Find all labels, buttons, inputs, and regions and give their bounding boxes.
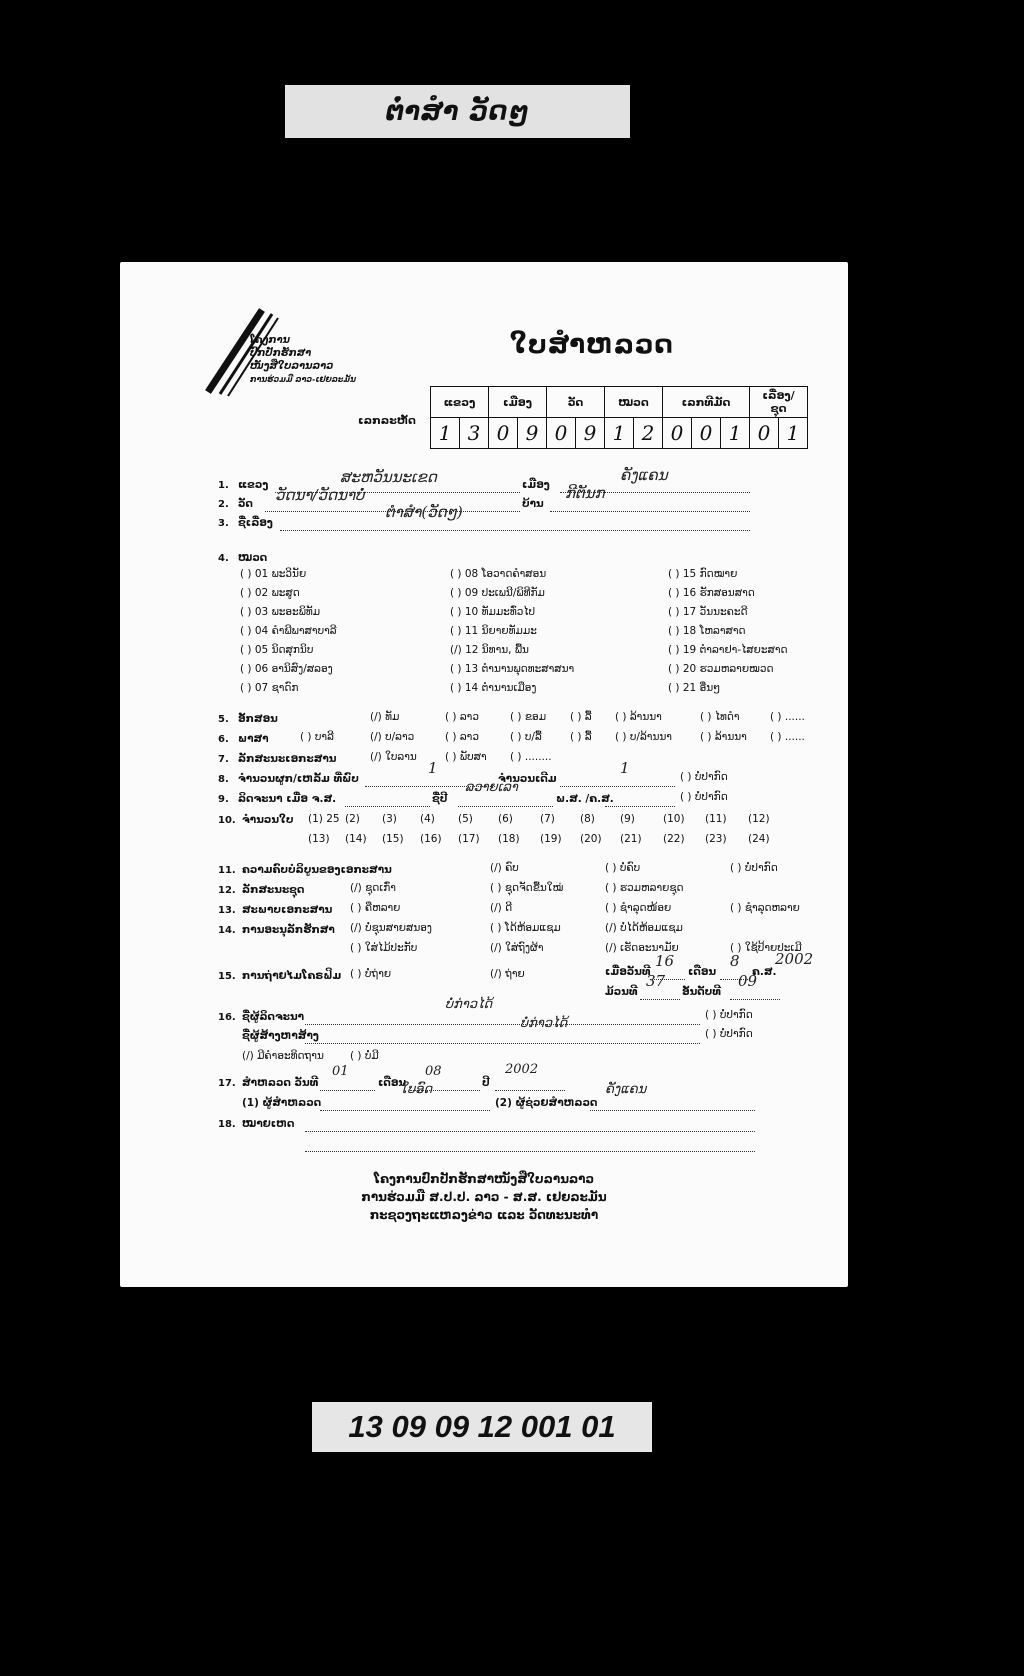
field-number: 12.	[218, 885, 236, 896]
microfilm-option[interactable]: (/) ຖ່າຍ	[490, 968, 525, 980]
field-number: 8.	[218, 774, 229, 785]
code-header: ວັດ	[547, 387, 605, 418]
code-digit: 0	[692, 418, 721, 449]
completeness-option[interactable]: ( ) ບໍ່ປາກົດ	[730, 862, 778, 874]
leaf-count-cell: (5)	[458, 813, 473, 825]
field-number: 7.	[218, 754, 229, 765]
field-number: 5.	[218, 714, 229, 725]
not-present-option[interactable]: ( ) ບໍ່ປາກົດ	[705, 1028, 753, 1040]
not-present-option[interactable]: ( ) ບໍ່ປາກົດ	[680, 771, 728, 783]
field-number: 15.	[218, 971, 236, 982]
condition-option[interactable]: ( ) ຊຳລຸດໜ້ອຍ	[605, 902, 672, 914]
footer-line: ກະຊວງຖະແຫລງຂ່າວ ແລະ ວັດທະນະທຳ	[369, 1208, 599, 1222]
leaf-count-cell: (8)	[580, 813, 595, 825]
surveyor-fill-line	[320, 1096, 490, 1111]
field-label-author: ຊື່ຜູ້ລິດຈະນາ	[242, 1011, 305, 1023]
category-option[interactable]: ( ) 20 ຮວມຫລາຍໝວດ	[668, 663, 774, 675]
code-digit: 3	[460, 418, 489, 449]
field-label-leaf-count: ຈຳນວນໃບ	[242, 814, 294, 826]
script-option[interactable]: ( ) ລາວ	[445, 711, 479, 723]
assistant-fill-line	[590, 1096, 755, 1111]
category-option[interactable]: ( ) 18 ໂຫລາສາດ	[668, 625, 746, 637]
language-option[interactable]: ( ) ລ້ານນາ	[700, 731, 747, 743]
doc-type-option[interactable]: ( ) ພັບສາ	[445, 751, 487, 763]
leaf-count-cell: (16)	[420, 833, 442, 845]
conservation-option[interactable]: ( ) ໃຊ້ປ້າຍປະເມີ	[730, 942, 802, 954]
code-digit: 1	[605, 418, 634, 449]
author-value: ບໍ່ກ່າວໄດ້	[445, 997, 493, 1012]
field-label-year-name: ຊື່ປີ	[432, 793, 448, 805]
field-label-title: ຊື່ເລື່ອງ	[238, 517, 273, 529]
not-present-option[interactable]: ( ) ບໍ່ປາກົດ	[705, 1009, 753, 1021]
category-option[interactable]: ( ) 14 ຕຳນານເມືອງ	[450, 682, 537, 694]
field-label-written-date: ລິດຈະນາ ເມື່ອ ຈ.ສ.	[238, 793, 337, 805]
roll-value: 37	[646, 972, 666, 990]
set-type-option[interactable]: ( ) ຮວມຫລາຍຊຸດ	[605, 882, 684, 894]
category-option[interactable]: ( ) 10 ທັມມະທົ່ວໄປ	[450, 606, 536, 618]
leaf-count-cell: (14)	[345, 833, 367, 845]
condition-option[interactable]: ( ) ຄືຫລາຍ	[350, 902, 401, 914]
survey-form-sheet	[120, 262, 848, 1287]
leaf-count-cell: (2)	[345, 813, 360, 825]
field-number: 4.	[218, 553, 229, 564]
field-label-sponsor: ຊື່ຜູ້ສ້າງຫາສ້າງ	[242, 1030, 319, 1042]
not-present-option[interactable]: ( ) ບໍ່ປາກົດ	[680, 791, 728, 803]
conservation-option[interactable]: (/) ບໍ່ໄດ້ຫ້ອມແຊມ	[605, 922, 683, 934]
field-label-category: ໝວດ	[238, 552, 268, 564]
leaf-count-cell: (12)	[748, 813, 770, 825]
field-number: 1.	[218, 480, 229, 491]
code-header: ເມືອງ	[489, 387, 547, 418]
field-label-condition: ສະພາບເອກະສານ	[242, 904, 333, 916]
script-option[interactable]: ( ) ລ້ານນາ	[615, 711, 662, 723]
language-option[interactable]: ( ) ບ/ລ້ານນາ	[615, 731, 672, 743]
completeness-option[interactable]: ( ) ບໍ່ຄົບ	[605, 862, 641, 874]
script-option[interactable]: ( ) ລື້	[570, 711, 592, 723]
code-digit: 9	[518, 418, 547, 449]
script-option[interactable]: ( ) ......	[770, 711, 805, 723]
field-label-microfilm: ການຖ່າຍໄມໂຄຣຟິມ	[242, 970, 342, 982]
category-option[interactable]: ( ) 08 ໂອວາດຄຳສອນ	[450, 568, 547, 580]
code-header: ໝວດ	[605, 387, 663, 418]
footer-line: ການຮ່ວມມື ສ.ປ.ປ. ລາວ - ສ.ສ. ເຢຍລະມັນ	[361, 1190, 607, 1204]
code-digit: 1	[431, 418, 460, 449]
code-table	[430, 386, 808, 449]
leaf-count-cell: (11)	[705, 813, 727, 825]
district-value: ຄັງແຄນ	[620, 466, 668, 484]
category-option[interactable]: ( ) 17 ວັນນະຄະດີ	[668, 606, 748, 618]
language-option[interactable]: ( ) ລາວ	[445, 731, 479, 743]
leaf-count-cell: (19)	[540, 833, 562, 845]
category-option[interactable]: ( ) 01 ພະວິນັຍ	[240, 568, 307, 580]
field-number: 13.	[218, 905, 236, 916]
leaf-count-cell: (18)	[498, 833, 520, 845]
field-label-village: ບ້ານ	[522, 498, 544, 510]
field-number: 16.	[218, 1012, 236, 1023]
author-fill-line	[305, 1010, 700, 1025]
field-label-surveyor: (1) ຜູ້ສຳຫລວດ	[242, 1097, 322, 1109]
category-option[interactable]: ( ) 03 ພະອະພິທັມ	[240, 606, 321, 618]
remarks-fill-line	[305, 1117, 755, 1132]
script-option[interactable]: ( ) ຂອມ	[510, 711, 547, 723]
language-option[interactable]: ( ) ......	[770, 731, 805, 743]
conservation-option[interactable]: (/) ໃສ່ຖົງຜ້າ	[490, 942, 544, 954]
script-option[interactable]: (/) ທັມ	[370, 711, 400, 723]
completeness-option[interactable]: (/) ຄົບ	[490, 862, 519, 874]
footer-line: ໂຄງການປົກປັກຮັກສາໜັງສືໃບລານລາວ	[373, 1172, 595, 1186]
surveyor-value: ໃບອົດ	[400, 1082, 433, 1097]
field-number: 9.	[218, 794, 229, 805]
category-option[interactable]: ( ) 09 ປະເພນີ/ພິທີກັມ	[450, 587, 545, 599]
code-digit: 0	[750, 418, 779, 449]
leaf-count-cell: (20)	[580, 833, 602, 845]
bottom-code-label: 13 09 09 12 001 01	[312, 1402, 652, 1452]
remarks-fill-line	[305, 1137, 755, 1152]
field-number: 11.	[218, 865, 236, 876]
leaf-count-cell: (17)	[458, 833, 480, 845]
category-option[interactable]: ( ) 13 ຕຳນານພຸດທະສາສນາ	[450, 663, 575, 675]
survey-year-value: 2002	[505, 1062, 539, 1077]
code-digit: 0	[663, 418, 692, 449]
temple-value: ວັດນາ/ວັດນາບໍ່	[275, 486, 365, 504]
category-option[interactable]: ( ) 02 ພະສູດ	[240, 587, 300, 599]
written-cs-fill-line	[345, 792, 430, 807]
language-option[interactable]: (/) ບ/ລາວ	[370, 731, 415, 743]
code-digit: 0	[547, 418, 576, 449]
logo-line: ໂຄງການ	[250, 335, 290, 346]
condition-option[interactable]: (/) ດີ	[490, 902, 513, 914]
microfilm-option[interactable]: ( ) ບໍ່ຖ່າຍ	[350, 968, 392, 980]
top-title-label: ຕ່ຳສຳ ວັດໆ	[285, 85, 630, 138]
roll-label: ມ້ວນທີ	[605, 986, 638, 998]
category-option[interactable]: ( ) 05 ນິດສຸກນິບ	[240, 644, 314, 656]
category-option[interactable]: (/) 12 ນິທານ, ພື້ນ	[450, 644, 529, 656]
field-number: 6.	[218, 734, 229, 745]
leaf-count-cell: (6)	[498, 813, 513, 825]
frame-value: 09	[738, 972, 758, 990]
field-number: 14.	[218, 925, 236, 936]
leaf-count-cell: (3)	[382, 813, 397, 825]
category-option[interactable]: ( ) 07 ຊາດົກ	[240, 682, 299, 694]
category-option[interactable]: ( ) 19 ຕຳລາຢາ-ໄສຍະສາດ	[668, 644, 788, 656]
microfilm-month-label: ເດືອນ	[688, 966, 717, 978]
language-option[interactable]: ( ) ບ/ລື້	[510, 731, 542, 743]
field-label-language: ພາສາ	[238, 733, 269, 745]
assistant-value: ຄັງແຄນ	[605, 1082, 647, 1097]
leaf-count-cell: (24)	[748, 833, 770, 845]
leaf-count-cell: (22)	[663, 833, 685, 845]
leaf-count-cell: (9)	[620, 813, 635, 825]
code-header: ເລື່ອງ/ຊຸດ	[750, 387, 808, 418]
language-option[interactable]: ( ) ລື້	[570, 731, 592, 743]
prayer-option[interactable]: ( ) ບໍ່ມີ	[350, 1050, 379, 1062]
leaf-count-cell: (7)	[540, 813, 555, 825]
code-digit: 1	[779, 418, 808, 449]
province-value: ສະຫວັນນະເຂດ	[340, 468, 437, 486]
leaf-count-cell: (4)	[420, 813, 435, 825]
code-digit: 9	[576, 418, 605, 449]
found-count-value: 1	[428, 759, 438, 777]
script-option[interactable]: ( ) ໄທດຳ	[700, 711, 740, 723]
field-label-found-count: ຈຳນວນຜູກ/ເຫລັ້ມ ທີ່ພົບ	[238, 773, 359, 785]
sponsor-value: ບໍ່ກ່າວໄດ້	[520, 1016, 568, 1031]
microfilm-date-label: ເມື່ອວັນທີ	[605, 966, 651, 978]
set-type-option[interactable]: (/) ຊຸດເກົ່າ	[350, 882, 396, 894]
microfilm-month-value: 8	[730, 952, 740, 970]
original-count-fill-line	[560, 772, 675, 787]
category-option[interactable]: ( ) 04 ຄຳພີພາສາບາລີ	[240, 625, 337, 637]
title-value: ຕຳສຳ(ວັດໆ)	[385, 503, 463, 521]
code-header: ແຂວງ	[431, 387, 489, 418]
logo-line: ໜັງສືໃບລານລາວ	[250, 361, 334, 372]
field-label-set-type: ລັກສະນະຊຸດ	[242, 884, 305, 896]
leaf-count-cell: (23)	[705, 833, 727, 845]
leaf-count-cell: (15)	[382, 833, 404, 845]
field-number: 2.	[218, 499, 229, 510]
field-label-remarks: ໝາຍເຫດ	[242, 1118, 295, 1130]
condition-option[interactable]: ( ) ຊຳລຸດຫລາຍ	[730, 902, 800, 914]
field-label-conservation: ການອະນຸລັກຮັກສາ	[242, 924, 335, 936]
conservation-option[interactable]: ( ) ໃສ່ໄມ້ປະກັບ	[350, 942, 418, 954]
field-label-doc-type: ລັກສະນະເອກະສານ	[238, 753, 337, 765]
conservation-option[interactable]: (/) ເຮັດອະນາມັຍ	[605, 942, 679, 954]
survey-day-value: 01	[332, 1064, 349, 1079]
conservation-option[interactable]: ( ) ໂດ້ຫ້ອມແຊມ	[490, 922, 561, 934]
survey-month-value: 08	[425, 1064, 442, 1079]
microfilm-year-label: ຄ.ສ.	[752, 966, 777, 978]
survey-month-label: ເດືອນ	[378, 1077, 407, 1089]
village-value: ກີຕັນກ	[565, 484, 605, 502]
field-label-script: ອັກສອນ	[238, 713, 278, 725]
field-number: 10.	[218, 815, 236, 826]
original-count-value: 1	[620, 759, 630, 777]
field-label-original-count: ຈຳນວນເດີມ	[498, 773, 557, 785]
survey-year-fill-line	[495, 1076, 565, 1091]
field-number: 17.	[218, 1078, 236, 1089]
field-label-province: ແຂວງ	[238, 479, 269, 491]
category-option[interactable]: ( ) 06 ອານິສົງ/ສລອງ	[240, 663, 333, 675]
prayer-option[interactable]: (/) ມີຄຳອະທິດຖານ	[242, 1050, 324, 1062]
code-digit: 1	[721, 418, 750, 449]
leaf-count-cell: (1) 25	[308, 813, 340, 825]
form-title: ໃບສຳຫລວດ	[510, 330, 674, 360]
be-ad-fill-line	[605, 792, 675, 807]
code-digit: 0	[489, 418, 518, 449]
field-label-temple: ວັດ	[238, 498, 253, 510]
leaf-count-cell: (10)	[663, 813, 685, 825]
field-number: 18.	[218, 1119, 236, 1130]
frame-label: ອັນດັບທີ	[682, 986, 721, 998]
survey-year-label: ປີ	[482, 1077, 490, 1089]
leaf-count-cell: (13)	[308, 833, 330, 845]
microfilm-day-value: 16	[655, 952, 675, 970]
doc-type-option[interactable]: ( ) ........	[510, 751, 552, 763]
conservation-option[interactable]: (/) ບໍ່ຊຸນສາຍສນອງ	[350, 922, 432, 934]
field-number: 3.	[218, 518, 229, 529]
doc-type-option[interactable]: (/) ໃບລານ	[370, 751, 417, 763]
language-option[interactable]: ( ) ບາລີ	[300, 731, 334, 743]
code-header: ເລກທີມັດ	[663, 387, 750, 418]
project-logo	[200, 302, 400, 402]
logo-line: ປົກປັກຮັກສາ	[250, 348, 312, 359]
code-digit: 2	[634, 418, 663, 449]
leaf-count-cell: (21)	[620, 833, 642, 845]
year-name-value: ລວາຍເລາ	[465, 780, 518, 795]
field-label-district: ເມືອງ	[522, 479, 550, 491]
logo-line: ການຮ່ວມມື ລາວ-ເຢຍລະມັນ	[250, 375, 356, 384]
category-option[interactable]: ( ) 16 ຮັກສອນສາດ	[668, 587, 755, 599]
sponsor-fill-line	[305, 1029, 700, 1044]
category-option[interactable]: ( ) 15 ກົດໝາຍ	[668, 568, 738, 580]
category-option[interactable]: ( ) 21 ອື່ນໆ	[668, 682, 721, 694]
title-fill-line	[280, 516, 750, 531]
set-type-option[interactable]: ( ) ຊຸດຈັດຂື້ນໃໝ່	[490, 882, 564, 894]
category-option[interactable]: ( ) 11 ນິຍາຍທັມມະ	[450, 625, 537, 637]
field-label-assistant: (2) ຜູ້ຊ່ວຍສຳຫລວດ	[495, 1097, 598, 1109]
field-label-completeness: ຄວາມຄົບບໍລິບູນຂອງເອກະສານ	[242, 864, 392, 876]
microfilm-year-value: 2002	[775, 950, 814, 968]
field-label-survey-date: ສຳຫລວດ ວັນທີ	[242, 1077, 319, 1089]
field-label-be-ad: ພ.ສ. /ຄ.ສ.	[556, 793, 614, 805]
code-label: ເລກລະຫັດ	[358, 414, 416, 427]
